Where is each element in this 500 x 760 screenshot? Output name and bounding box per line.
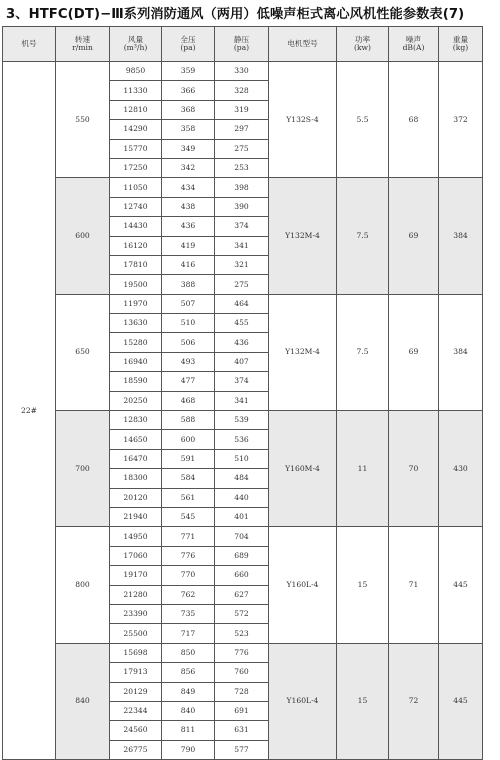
table-row bbox=[3, 643, 483, 662]
total-pressure-cell: 349 bbox=[162, 139, 215, 158]
static-pressure-cell: 464 bbox=[215, 294, 269, 313]
static-pressure-cell: 691 bbox=[215, 701, 269, 720]
total-pressure-cell: 561 bbox=[162, 488, 215, 507]
speed-cell: 600 bbox=[56, 178, 110, 294]
airflow-cell: 12830 bbox=[110, 411, 162, 430]
total-pressure-cell: 850 bbox=[162, 643, 215, 662]
airflow-cell: 13630 bbox=[110, 314, 162, 333]
header-row bbox=[3, 27, 483, 62]
static-pressure-cell: 341 bbox=[215, 236, 269, 255]
airflow-cell: 19170 bbox=[110, 566, 162, 585]
noise-cell: 71 bbox=[389, 527, 439, 643]
weight-cell: 384 bbox=[439, 294, 483, 410]
static-pressure-cell: 253 bbox=[215, 158, 269, 177]
header-total-pressure: 全压 (pa) bbox=[162, 27, 215, 62]
total-pressure-cell: 388 bbox=[162, 275, 215, 294]
airflow-cell: 22344 bbox=[110, 701, 162, 720]
static-pressure-cell: 776 bbox=[215, 643, 269, 662]
static-pressure-cell: 341 bbox=[215, 391, 269, 410]
static-pressure-cell: 390 bbox=[215, 197, 269, 216]
motor-cell: Y160M-4 bbox=[269, 411, 337, 527]
airflow-cell: 16120 bbox=[110, 236, 162, 255]
machine-number-cell: 22# bbox=[3, 62, 56, 760]
header-static-pressure: 静压 (pa) bbox=[215, 27, 269, 62]
total-pressure-cell: 770 bbox=[162, 566, 215, 585]
noise-cell: 72 bbox=[389, 643, 439, 759]
motor-cell: Y132M-4 bbox=[269, 294, 337, 410]
static-pressure-cell: 401 bbox=[215, 507, 269, 526]
speed-cell: 650 bbox=[56, 294, 110, 410]
total-pressure-cell: 493 bbox=[162, 352, 215, 371]
static-pressure-cell: 330 bbox=[215, 62, 269, 81]
total-pressure-cell: 790 bbox=[162, 740, 215, 759]
motor-cell: Y132S-4 bbox=[269, 62, 337, 178]
airflow-cell: 14950 bbox=[110, 527, 162, 546]
airflow-cell: 14290 bbox=[110, 120, 162, 139]
airflow-cell: 9850 bbox=[110, 62, 162, 81]
airflow-cell: 17913 bbox=[110, 663, 162, 682]
table-row bbox=[3, 527, 483, 546]
static-pressure-cell: 539 bbox=[215, 411, 269, 430]
table-row bbox=[3, 62, 483, 81]
airflow-cell: 11050 bbox=[110, 178, 162, 197]
page-title: 3、HTFC(DT)−Ⅲ系列消防通风（两用）低噪声柜式离心风机性能参数表(7) bbox=[6, 7, 465, 22]
static-pressure-cell: 577 bbox=[215, 740, 269, 759]
total-pressure-cell: 342 bbox=[162, 158, 215, 177]
total-pressure-cell: 584 bbox=[162, 469, 215, 488]
total-pressure-cell: 771 bbox=[162, 527, 215, 546]
airflow-cell: 11330 bbox=[110, 81, 162, 100]
total-pressure-cell: 811 bbox=[162, 721, 215, 740]
static-pressure-cell: 760 bbox=[215, 663, 269, 682]
noise-cell: 69 bbox=[389, 294, 439, 410]
motor-cell: Y160L-4 bbox=[269, 527, 337, 643]
total-pressure-cell: 717 bbox=[162, 624, 215, 643]
airflow-cell: 21940 bbox=[110, 507, 162, 526]
airflow-cell: 24560 bbox=[110, 721, 162, 740]
total-pressure-cell: 358 bbox=[162, 120, 215, 139]
total-pressure-cell: 849 bbox=[162, 682, 215, 701]
total-pressure-cell: 506 bbox=[162, 333, 215, 352]
power-cell: 5.5 bbox=[337, 62, 389, 178]
airflow-cell: 17810 bbox=[110, 255, 162, 274]
static-pressure-cell: 297 bbox=[215, 120, 269, 139]
static-pressure-cell: 436 bbox=[215, 333, 269, 352]
static-pressure-cell: 510 bbox=[215, 449, 269, 468]
static-pressure-cell: 704 bbox=[215, 527, 269, 546]
total-pressure-cell: 368 bbox=[162, 100, 215, 119]
speed-cell: 840 bbox=[56, 643, 110, 759]
table-row bbox=[3, 178, 483, 197]
total-pressure-cell: 434 bbox=[162, 178, 215, 197]
airflow-cell: 15770 bbox=[110, 139, 162, 158]
performance-table bbox=[2, 26, 483, 760]
static-pressure-cell: 319 bbox=[215, 100, 269, 119]
power-cell: 7.5 bbox=[337, 294, 389, 410]
static-pressure-cell: 484 bbox=[215, 469, 269, 488]
airflow-cell: 18300 bbox=[110, 469, 162, 488]
static-pressure-cell: 440 bbox=[215, 488, 269, 507]
airflow-cell: 18590 bbox=[110, 372, 162, 391]
total-pressure-cell: 776 bbox=[162, 546, 215, 565]
header-weight: 重量 (kg) bbox=[439, 27, 483, 62]
airflow-cell: 14430 bbox=[110, 217, 162, 236]
static-pressure-cell: 536 bbox=[215, 430, 269, 449]
static-pressure-cell: 275 bbox=[215, 139, 269, 158]
header-power: 功率 (kw) bbox=[337, 27, 389, 62]
power-cell: 15 bbox=[337, 643, 389, 759]
motor-cell: Y160L-4 bbox=[269, 643, 337, 759]
power-cell: 7.5 bbox=[337, 178, 389, 294]
header-motor: 电机型号 bbox=[269, 27, 337, 62]
header-airflow: 风量 (m³/h) bbox=[110, 27, 162, 62]
weight-cell: 445 bbox=[439, 527, 483, 643]
airflow-cell: 26775 bbox=[110, 740, 162, 759]
total-pressure-cell: 856 bbox=[162, 663, 215, 682]
airflow-cell: 12740 bbox=[110, 197, 162, 216]
noise-cell: 69 bbox=[389, 178, 439, 294]
total-pressure-cell: 436 bbox=[162, 217, 215, 236]
total-pressure-cell: 468 bbox=[162, 391, 215, 410]
airflow-cell: 16940 bbox=[110, 352, 162, 371]
airflow-cell: 15698 bbox=[110, 643, 162, 662]
airflow-cell: 21280 bbox=[110, 585, 162, 604]
header-speed: 转速 r/min bbox=[56, 27, 110, 62]
airflow-cell: 12810 bbox=[110, 100, 162, 119]
motor-cell: Y132M-4 bbox=[269, 178, 337, 294]
airflow-cell: 19500 bbox=[110, 275, 162, 294]
weight-cell: 384 bbox=[439, 178, 483, 294]
total-pressure-cell: 366 bbox=[162, 81, 215, 100]
static-pressure-cell: 455 bbox=[215, 314, 269, 333]
static-pressure-cell: 321 bbox=[215, 255, 269, 274]
static-pressure-cell: 407 bbox=[215, 352, 269, 371]
airflow-cell: 16470 bbox=[110, 449, 162, 468]
airflow-cell: 20250 bbox=[110, 391, 162, 410]
header-model: 机号 bbox=[3, 27, 56, 62]
total-pressure-cell: 438 bbox=[162, 197, 215, 216]
total-pressure-cell: 600 bbox=[162, 430, 215, 449]
static-pressure-cell: 328 bbox=[215, 81, 269, 100]
speed-cell: 550 bbox=[56, 62, 110, 178]
header-noise: 噪声 dB(A) bbox=[389, 27, 439, 62]
speed-cell: 700 bbox=[56, 411, 110, 527]
airflow-cell: 15280 bbox=[110, 333, 162, 352]
table-row bbox=[3, 411, 483, 430]
total-pressure-cell: 510 bbox=[162, 314, 215, 333]
noise-cell: 70 bbox=[389, 411, 439, 527]
airflow-cell: 20120 bbox=[110, 488, 162, 507]
noise-cell: 68 bbox=[389, 62, 439, 178]
airflow-cell: 17060 bbox=[110, 546, 162, 565]
airflow-cell: 23390 bbox=[110, 604, 162, 623]
weight-cell: 430 bbox=[439, 411, 483, 527]
static-pressure-cell: 523 bbox=[215, 624, 269, 643]
total-pressure-cell: 477 bbox=[162, 372, 215, 391]
table-body bbox=[3, 62, 483, 760]
static-pressure-cell: 374 bbox=[215, 217, 269, 236]
static-pressure-cell: 660 bbox=[215, 566, 269, 585]
total-pressure-cell: 591 bbox=[162, 449, 215, 468]
total-pressure-cell: 545 bbox=[162, 507, 215, 526]
power-cell: 15 bbox=[337, 527, 389, 643]
total-pressure-cell: 735 bbox=[162, 604, 215, 623]
static-pressure-cell: 631 bbox=[215, 721, 269, 740]
static-pressure-cell: 728 bbox=[215, 682, 269, 701]
total-pressure-cell: 416 bbox=[162, 255, 215, 274]
airflow-cell: 11970 bbox=[110, 294, 162, 313]
weight-cell: 445 bbox=[439, 643, 483, 759]
total-pressure-cell: 588 bbox=[162, 411, 215, 430]
power-cell: 11 bbox=[337, 411, 389, 527]
airflow-cell: 17250 bbox=[110, 158, 162, 177]
static-pressure-cell: 275 bbox=[215, 275, 269, 294]
static-pressure-cell: 374 bbox=[215, 372, 269, 391]
total-pressure-cell: 419 bbox=[162, 236, 215, 255]
total-pressure-cell: 507 bbox=[162, 294, 215, 313]
total-pressure-cell: 840 bbox=[162, 701, 215, 720]
airflow-cell: 14650 bbox=[110, 430, 162, 449]
total-pressure-cell: 359 bbox=[162, 62, 215, 81]
table-row bbox=[3, 294, 483, 313]
speed-cell: 800 bbox=[56, 527, 110, 643]
airflow-cell: 20129 bbox=[110, 682, 162, 701]
static-pressure-cell: 572 bbox=[215, 604, 269, 623]
total-pressure-cell: 762 bbox=[162, 585, 215, 604]
airflow-cell: 25500 bbox=[110, 624, 162, 643]
static-pressure-cell: 627 bbox=[215, 585, 269, 604]
static-pressure-cell: 689 bbox=[215, 546, 269, 565]
static-pressure-cell: 398 bbox=[215, 178, 269, 197]
weight-cell: 372 bbox=[439, 62, 483, 178]
